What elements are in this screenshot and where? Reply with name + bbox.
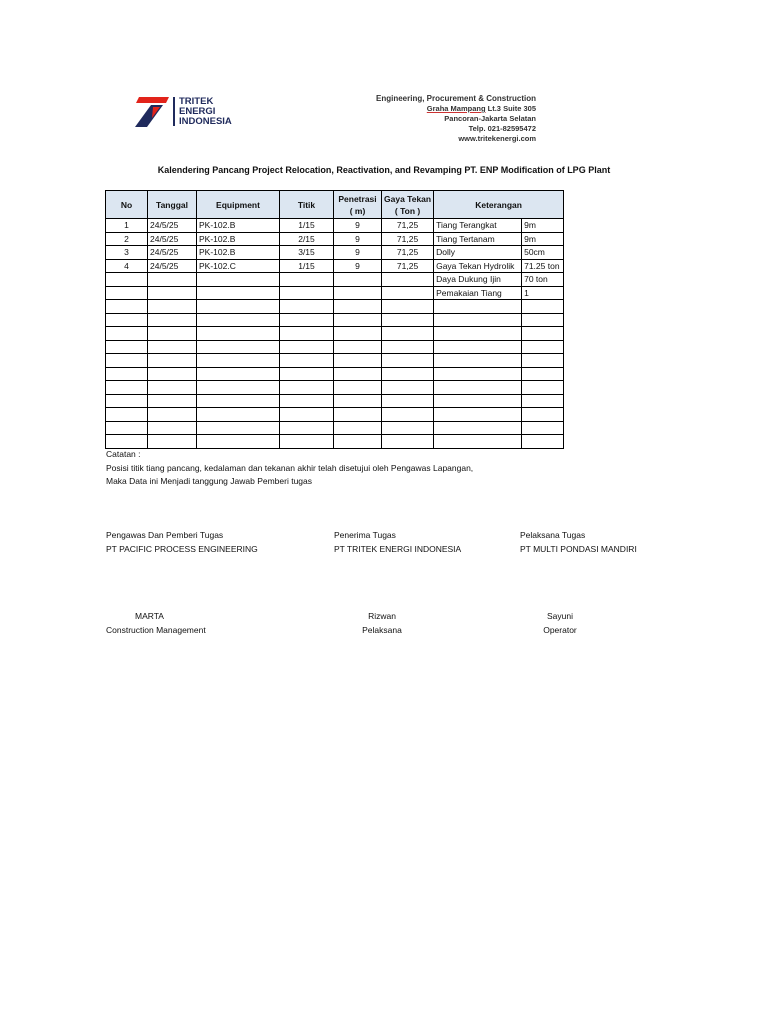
header-equipment: Equipment <box>197 191 280 219</box>
cell-keterangan-label <box>434 300 522 314</box>
table-row <box>106 232 564 246</box>
cell-penetrasi <box>334 408 382 422</box>
cell-keterangan-value: 70 ton <box>522 273 564 287</box>
cell-tanggal <box>148 394 197 408</box>
cell-keterangan-value <box>522 340 564 354</box>
cell-no <box>106 367 148 381</box>
table-body <box>106 219 564 449</box>
receiver-role: Penerima Tugas <box>334 530 396 540</box>
cell-gaya-tekan <box>382 286 434 300</box>
cell-gaya-tekan <box>382 354 434 368</box>
cell-gaya-tekan <box>382 435 434 449</box>
cell-titik <box>280 340 334 354</box>
cell-gaya-tekan <box>382 313 434 327</box>
cell-equipment: PK-102.B <box>197 246 280 260</box>
cell-titik <box>280 273 334 287</box>
table-row <box>106 286 564 300</box>
cell-no <box>106 381 148 395</box>
table-row <box>106 421 564 435</box>
table-row <box>106 259 564 273</box>
cell-keterangan-label: Tiang Terangkat <box>434 219 522 233</box>
cell-penetrasi <box>334 435 382 449</box>
cell-titik <box>280 381 334 395</box>
header-keterangan: Keterangan <box>434 191 564 219</box>
cell-penetrasi <box>334 394 382 408</box>
cell-keterangan-value: 1 <box>522 286 564 300</box>
cell-equipment <box>197 313 280 327</box>
cell-keterangan-value <box>522 381 564 395</box>
cell-penetrasi: 9 <box>334 259 382 273</box>
cell-equipment: PK-102.B <box>197 219 280 233</box>
cell-keterangan-value: 9m <box>522 219 564 233</box>
cell-tanggal <box>148 421 197 435</box>
cell-keterangan-value <box>522 394 564 408</box>
cell-keterangan-label <box>434 421 522 435</box>
cell-no <box>106 394 148 408</box>
logo-divider <box>173 97 175 126</box>
cell-keterangan-value: 50cm <box>522 246 564 260</box>
cell-gaya-tekan <box>382 300 434 314</box>
cell-no <box>106 421 148 435</box>
cell-keterangan-value <box>522 327 564 341</box>
cell-gaya-tekan <box>382 381 434 395</box>
signer-supervisor <box>106 609 206 637</box>
cell-titik <box>280 313 334 327</box>
header-gaya-tekan <box>382 191 434 219</box>
cell-tanggal <box>148 327 197 341</box>
supervisor-company: PT PACIFIC PROCESS ENGINEERING <box>106 543 258 554</box>
table-row <box>106 381 564 395</box>
cell-titik: 1/15 <box>280 219 334 233</box>
cell-gaya-tekan: 71,25 <box>382 232 434 246</box>
table-row <box>106 340 564 354</box>
company-address-2: Pancoran-Jakarta Selatan <box>444 114 536 123</box>
cell-equipment <box>197 327 280 341</box>
cell-penetrasi <box>334 300 382 314</box>
cell-titik: 3/15 <box>280 246 334 260</box>
cell-penetrasi <box>334 367 382 381</box>
cell-no: 4 <box>106 259 148 273</box>
cell-tanggal <box>148 340 197 354</box>
cell-no: 1 <box>106 219 148 233</box>
kalendering-table <box>105 190 564 449</box>
company-phone: Telp. 021-82595472 <box>468 124 536 133</box>
cell-gaya-tekan <box>382 327 434 341</box>
cell-equipment <box>197 381 280 395</box>
cell-keterangan-label <box>434 435 522 449</box>
cell-equipment <box>197 273 280 287</box>
cell-keterangan-value <box>522 300 564 314</box>
cell-gaya-tekan <box>382 273 434 287</box>
logo-line-1: TRITEK <box>179 96 214 107</box>
cell-equipment: PK-102.B <box>197 232 280 246</box>
cell-penetrasi <box>334 286 382 300</box>
cell-titik: 1/15 <box>280 259 334 273</box>
cell-titik <box>280 394 334 408</box>
signer-executor <box>530 609 590 637</box>
cell-tanggal <box>148 435 197 449</box>
table-row <box>106 313 564 327</box>
cell-penetrasi <box>334 381 382 395</box>
notes-line-1: Posisi titik tiang pancang, kedalaman dan tekanan akhir telah disetujui oleh Pengawas Lapangan, <box>106 462 474 473</box>
cell-keterangan-label: Daya Dukung Ijin <box>434 273 522 287</box>
executor-role: Pelaksana Tugas <box>520 530 586 540</box>
receiver-name: Rizwan <box>368 611 396 621</box>
cell-titik <box>280 286 334 300</box>
notes-line-2: Maka Data ini Menjadi tanggung Jawab Pemberi tugas <box>106 476 313 486</box>
cell-no: 2 <box>106 232 148 246</box>
cell-tanggal <box>148 313 197 327</box>
signature-receiver <box>334 529 461 556</box>
table-row <box>106 219 564 233</box>
cell-keterangan-value: 9m <box>522 232 564 246</box>
logo-line-3: INDONESIA <box>179 116 232 127</box>
cell-keterangan-label <box>434 367 522 381</box>
cell-titik: 2/15 <box>280 232 334 246</box>
cell-titik <box>280 300 334 314</box>
cell-keterangan-value <box>522 408 564 422</box>
cell-penetrasi: 9 <box>334 232 382 246</box>
cell-gaya-tekan <box>382 367 434 381</box>
company-building: Graha Mampang <box>426 104 486 113</box>
cell-tanggal <box>148 286 197 300</box>
company-logo <box>133 95 243 129</box>
table-row <box>106 327 564 341</box>
cell-tanggal: 24/5/25 <box>148 246 197 260</box>
cell-titik <box>280 354 334 368</box>
cell-tanggal <box>148 354 197 368</box>
cell-tanggal: 24/5/25 <box>148 232 197 246</box>
cell-tanggal: 24/5/25 <box>148 259 197 273</box>
table-row <box>106 246 564 260</box>
cell-penetrasi <box>334 354 382 368</box>
cell-keterangan-label: Dolly <box>434 246 522 260</box>
table-row <box>106 354 564 368</box>
signer-receiver <box>352 609 412 637</box>
cell-no <box>106 286 148 300</box>
cell-keterangan-value <box>522 435 564 449</box>
cell-tanggal <box>148 273 197 287</box>
cell-keterangan-value: 71.25 ton <box>522 259 564 273</box>
cell-keterangan-label <box>434 340 522 354</box>
table-header-row <box>106 191 564 219</box>
receiver-company: PT TRITEK ENERGI INDONESIA <box>334 543 462 554</box>
header-no: No <box>106 191 148 219</box>
cell-penetrasi: 9 <box>334 246 382 260</box>
cell-no <box>106 408 148 422</box>
header-tanggal: Tanggal <box>148 191 197 219</box>
cell-equipment <box>197 408 280 422</box>
cell-equipment <box>197 300 280 314</box>
cell-gaya-tekan <box>382 421 434 435</box>
table-row <box>106 435 564 449</box>
cell-no <box>106 300 148 314</box>
cell-tanggal <box>148 367 197 381</box>
cell-equipment <box>197 421 280 435</box>
cell-keterangan-label: Tiang Tertanam <box>434 232 522 246</box>
cell-equipment <box>197 354 280 368</box>
signature-executor <box>520 529 637 556</box>
executor-title: Operator <box>543 625 577 635</box>
cell-gaya-tekan: 71,25 <box>382 259 434 273</box>
tritek-logo-icon <box>133 95 171 129</box>
table-row <box>106 300 564 314</box>
cell-penetrasi <box>334 421 382 435</box>
cell-penetrasi: 9 <box>334 219 382 233</box>
signature-supervisor <box>106 529 258 556</box>
header-penetrasi-unit: ( m) <box>349 205 366 216</box>
table-row <box>106 408 564 422</box>
company-website: www.tritekenergi.com <box>458 134 536 143</box>
cell-titik <box>280 435 334 449</box>
table-row <box>106 367 564 381</box>
cell-gaya-tekan <box>382 394 434 408</box>
header-gaya-unit: ( Ton ) <box>394 205 421 216</box>
notes-block <box>106 448 473 489</box>
cell-tanggal <box>148 381 197 395</box>
document-title: Kalendering Pancang Project Relocation, Reactivation, and Revamping PT. ENP Modification of LPG Plant <box>157 165 611 175</box>
company-info <box>376 94 536 144</box>
cell-penetrasi <box>334 313 382 327</box>
cell-keterangan-value <box>522 367 564 381</box>
cell-penetrasi <box>334 340 382 354</box>
logo-line-2: ENERGI <box>179 106 216 117</box>
cell-keterangan-label <box>434 327 522 341</box>
company-suite: Lt.3 Suite 305 <box>485 104 536 113</box>
cell-no <box>106 435 148 449</box>
table-row <box>106 273 564 287</box>
cell-no <box>106 340 148 354</box>
cell-equipment: PK-102.C <box>197 259 280 273</box>
cell-equipment <box>197 286 280 300</box>
cell-no <box>106 354 148 368</box>
logo-wordmark <box>179 97 232 127</box>
notes-heading: Catatan : <box>106 449 141 459</box>
header-penetrasi <box>334 191 382 219</box>
cell-tanggal <box>148 408 197 422</box>
cell-keterangan-label <box>434 354 522 368</box>
cell-keterangan-label <box>434 381 522 395</box>
cell-keterangan-label: Pemakaian Tiang <box>434 286 522 300</box>
cell-keterangan-label <box>434 394 522 408</box>
cell-equipment <box>197 367 280 381</box>
cell-keterangan-label <box>434 313 522 327</box>
cell-titik <box>280 421 334 435</box>
cell-penetrasi <box>334 273 382 287</box>
cell-keterangan-value <box>522 421 564 435</box>
company-tagline: Engineering, Procurement & Construction <box>375 94 536 103</box>
cell-equipment <box>197 394 280 408</box>
cell-no <box>106 313 148 327</box>
header-titik: Titik <box>280 191 334 219</box>
cell-equipment <box>197 340 280 354</box>
executor-company: PT MULTI PONDASI MANDIRI <box>520 543 637 554</box>
receiver-title: Pelaksana <box>362 625 402 635</box>
cell-titik <box>280 367 334 381</box>
cell-gaya-tekan: 71,25 <box>382 246 434 260</box>
cell-gaya-tekan <box>382 408 434 422</box>
cell-equipment <box>197 435 280 449</box>
cell-keterangan-value <box>522 354 564 368</box>
supervisor-role: Pengawas Dan Pemberi Tugas <box>106 530 224 540</box>
supervisor-title: Construction Management <box>106 625 206 635</box>
cell-titik <box>280 327 334 341</box>
table-row <box>106 394 564 408</box>
cell-no <box>106 327 148 341</box>
cell-no: 3 <box>106 246 148 260</box>
cell-keterangan-label <box>434 408 522 422</box>
cell-tanggal: 24/5/25 <box>148 219 197 233</box>
company-address-1 <box>376 104 536 114</box>
cell-penetrasi <box>334 327 382 341</box>
cell-tanggal <box>148 300 197 314</box>
header-gaya-label: Gaya Tekan <box>384 193 432 204</box>
header-penetrasi-label: Penetrasi <box>338 193 377 204</box>
cell-titik <box>280 408 334 422</box>
cell-keterangan-value <box>522 313 564 327</box>
cell-gaya-tekan: 71,25 <box>382 219 434 233</box>
cell-keterangan-label: Gaya Tekan Hydrolik <box>434 259 522 273</box>
supervisor-name: MARTA <box>135 611 164 621</box>
cell-no <box>106 273 148 287</box>
cell-gaya-tekan <box>382 340 434 354</box>
executor-name: Sayuni <box>547 611 573 621</box>
